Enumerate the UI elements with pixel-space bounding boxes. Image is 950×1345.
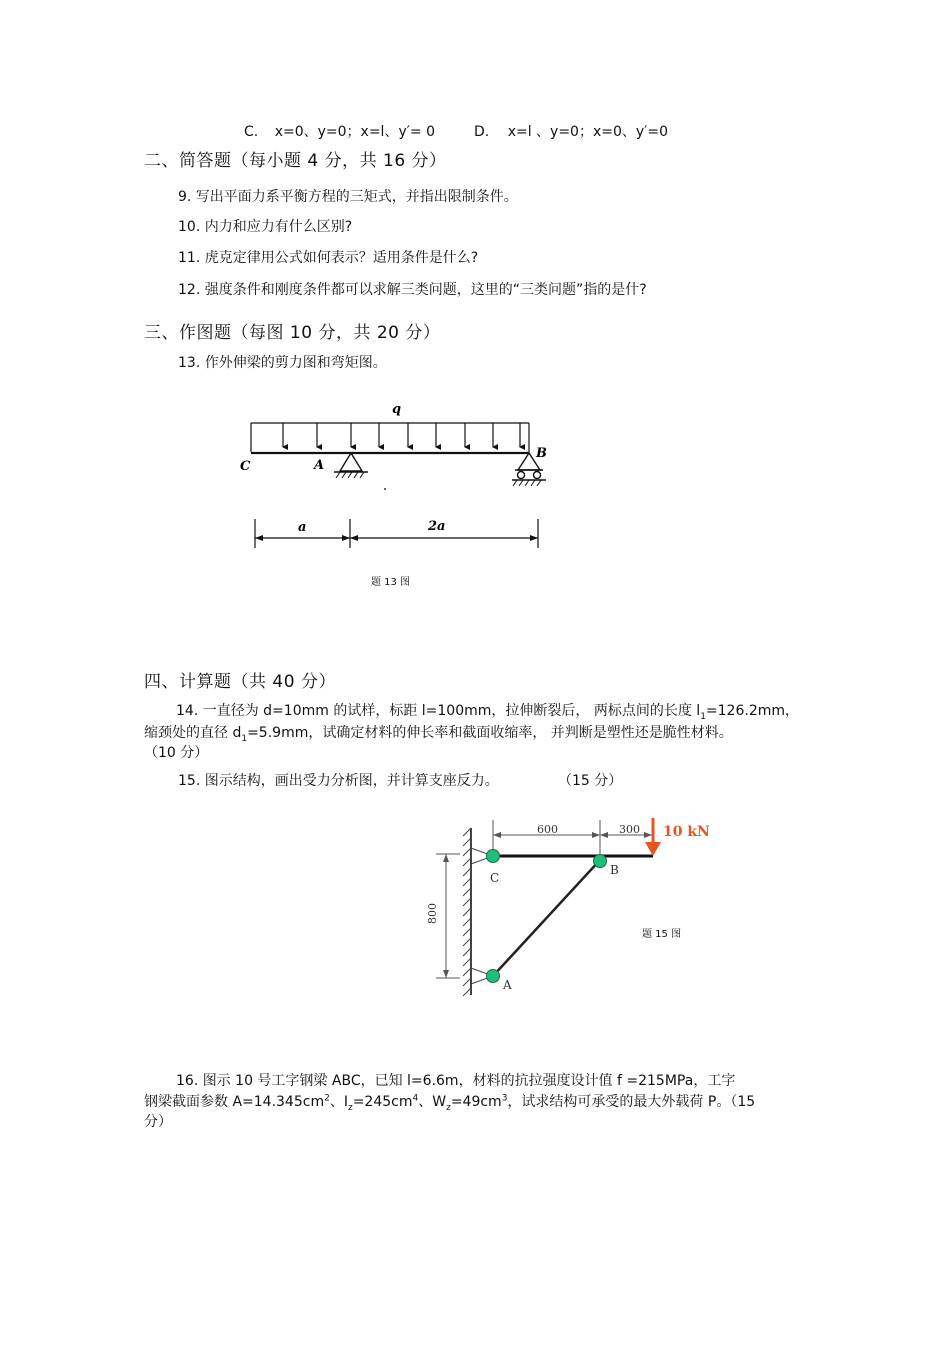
dimension-800 <box>436 854 460 978</box>
question-12: 12. 强度条件和刚度条件都可以求解三类问题，这里的“三类问题”指的是什? <box>178 282 647 298</box>
q16-iz-value: =245cm <box>352 1094 413 1110</box>
dim-2a-label: 2a <box>428 519 446 534</box>
question-16-line1: 16. 图示 10 号工字钢梁 ABC，已知 l=6.6m，材料的抗拉强度设计值 f =215MPa，工字 <box>176 1073 736 1089</box>
section4-heading: 四、计算题（共 40 分） <box>144 672 336 692</box>
q16-iz-sup: 4 <box>412 1093 419 1104</box>
joint-c-label: C <box>490 871 500 885</box>
option-c <box>244 121 435 141</box>
point-b-label: B <box>536 446 547 461</box>
question-14-line1 <box>176 700 799 722</box>
q14-line2-sub: 1 <box>241 733 248 744</box>
joint-a <box>487 970 500 983</box>
question-11: 11. 虎克定律用公式如何表示？适用条件是什么? <box>178 250 479 266</box>
q16-iz-sub: z <box>347 1102 353 1113</box>
wall <box>463 828 471 996</box>
distributed-load <box>251 423 529 452</box>
section3-heading: 三、作图题（每图 10 分，共 20 分） <box>144 323 441 343</box>
q14-line1-sub: 1 <box>700 711 706 722</box>
dim-a-label: a <box>298 520 307 535</box>
option-c-text: x=0、y=0；x=l、y′= 0 <box>274 124 435 140</box>
joint-b-label: B <box>610 863 619 877</box>
q16-wz-sub: z <box>446 1102 451 1113</box>
question-14-line3: （10 分） <box>144 745 209 761</box>
dim-600-label: 600 <box>537 823 558 836</box>
dim-800-label: 800 <box>426 903 439 924</box>
load-q-label: q <box>392 402 402 417</box>
q14-line1-text: 14. 一直径为 d=10mm 的试样，标距 l=100mm，拉伸断裂后， 两标点间的长度 l <box>176 703 701 719</box>
stray-dot <box>384 488 386 490</box>
q16-area: 钢梁截面参数 A=14.345cm <box>144 1094 325 1110</box>
option-d-label: D. <box>474 124 490 140</box>
option-d-text: x=l 、y=0；x=0、y′=0 <box>507 124 668 140</box>
force-label: 10 kN <box>663 824 710 840</box>
question-14-line2 <box>144 722 733 744</box>
q16-wz-sup: 3 <box>501 1093 508 1104</box>
pin-support-a <box>334 453 368 478</box>
figure-13-caption: 题 13 图 <box>371 577 411 588</box>
q16-rest: ，试求结构可承受的最大外载荷 P。（15 <box>507 1094 756 1110</box>
strut-ab <box>493 860 600 976</box>
question-9: 9. 写出平面力系平衡方程的三矩式，并指出限制条件。 <box>178 189 518 205</box>
question-15-score: （15 分） <box>558 773 623 789</box>
q14-line2-post: =5.9mm，试确定材料的伸长率和截面收缩率， 并判断是塑性还是脆性材料。 <box>247 725 733 741</box>
pin-brackets <box>471 848 493 984</box>
figure-15-structure <box>420 810 730 1010</box>
q16-wz-prefix: 、W <box>418 1094 447 1110</box>
figure-15-caption: 题 15 图 <box>642 929 682 940</box>
force-arrow <box>645 818 661 856</box>
question-13: 13. 作外伸梁的剪力图和弯矩图。 <box>178 355 387 371</box>
question-16-line3: 分） <box>144 1114 172 1130</box>
question-16-line2 <box>144 1091 755 1113</box>
q16-iz-prefix: 、I <box>329 1094 348 1110</box>
point-a-label: A <box>314 458 325 473</box>
point-c-label: C <box>240 459 251 474</box>
dim-300-label: 300 <box>619 823 640 836</box>
option-d <box>474 121 668 141</box>
q14-line1-post: =126.2mm， <box>705 703 800 719</box>
q16-wz-value: =49cm <box>450 1094 502 1110</box>
q16-area-sup: 2 <box>324 1093 330 1104</box>
joint-b <box>594 855 607 868</box>
joint-c <box>487 850 500 863</box>
section2-heading: 二、简答题（每小题 4 分，共 16 分） <box>144 151 447 171</box>
question-15: 15. 图示结构，画出受力分析图，并计算支座反力。 <box>178 773 499 789</box>
option-c-label: C. <box>244 124 259 140</box>
figure-13-beam <box>230 395 560 595</box>
question-10: 10. 内力和应力有什么区别? <box>178 219 353 235</box>
joint-a-label: A <box>503 978 512 992</box>
q14-line2-text: 缩颈处的直径 d <box>144 725 242 741</box>
